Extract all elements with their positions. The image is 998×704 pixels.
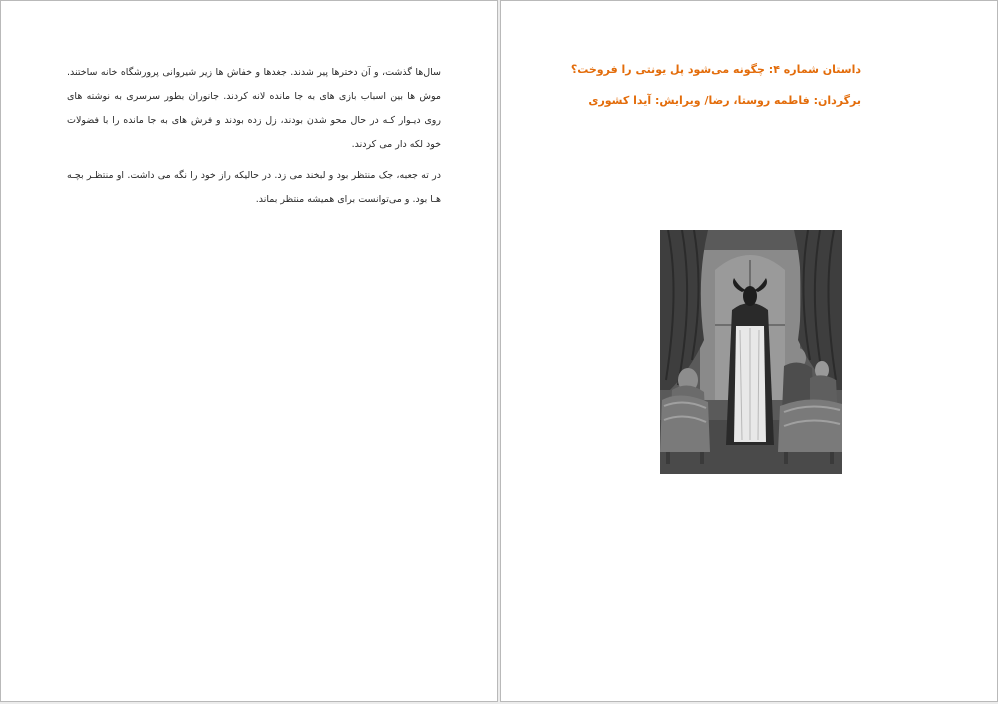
paragraph-2: در ته جعبه، جک منتظر بود و لبخند می زد. در حالیکه راز خود را نگه می داشت. او منتظـر بچـه هـا بود. و می‌توانست برای همیشه منتظر بماند. bbox=[67, 170, 441, 205]
left-page bbox=[0, 0, 498, 702]
right-page bbox=[500, 0, 998, 702]
illustration-drawing bbox=[660, 230, 842, 474]
story-illustration bbox=[660, 230, 842, 474]
paragraph-1: سال‌ها گذشت، و آن دخترها پیر شدند. جغدها و خفاش ها زیر شیروانی پرورشگاه خانه ساختند. موش ها بین اسباب بازی های به جا مانده لانه کردند. جانوران بطور سرسری به نوشته های روی دیـوار کـه در حال محو شدن بودند، زل زده بودند و فرش های به جا مانده را با فضولات خود لکه دار می کردند. bbox=[67, 67, 441, 150]
story-title: داستان شماره ۴: چگونه می‌شود پل یونتی را فروخت؟ bbox=[570, 63, 861, 76]
story-text bbox=[67, 61, 441, 219]
story-credits: برگردان: فاطمه روستا، رضا/ ویرایش: آیدا کشوری bbox=[588, 94, 861, 107]
